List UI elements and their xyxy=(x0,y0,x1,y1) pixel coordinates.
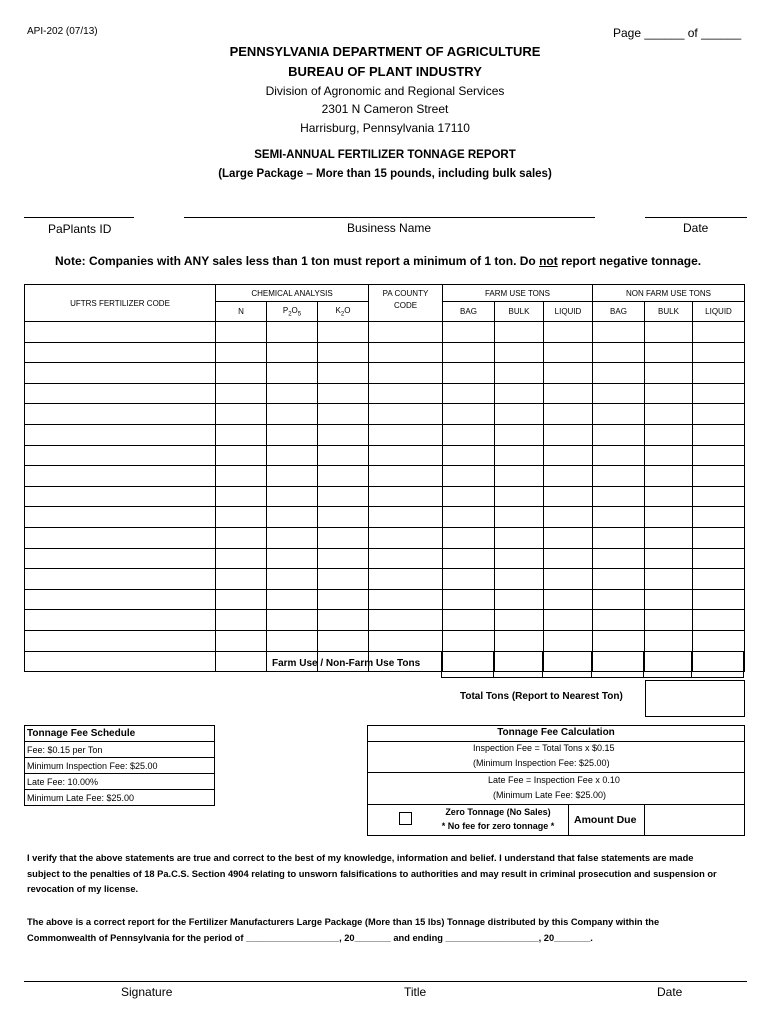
table-cell[interactable] xyxy=(216,404,267,425)
table-cell[interactable] xyxy=(495,383,544,404)
table-cell[interactable] xyxy=(443,589,495,610)
col-header-farm-liquid: LIQUID xyxy=(544,302,593,322)
table-cell[interactable] xyxy=(369,527,443,548)
table-cell[interactable] xyxy=(25,486,216,507)
signature-label: Signature xyxy=(121,985,173,999)
table-cell[interactable] xyxy=(593,486,645,507)
division-name: Division of Agronomic and Regional Services xyxy=(265,84,505,98)
table-row xyxy=(25,630,745,651)
total-tons-box[interactable] xyxy=(645,680,745,717)
table-cell[interactable] xyxy=(495,342,544,363)
table-cell[interactable] xyxy=(593,363,645,384)
table-cell[interactable] xyxy=(216,445,267,466)
table-cell[interactable] xyxy=(693,445,745,466)
table-row xyxy=(25,466,745,487)
table-row xyxy=(25,486,745,507)
table-cell[interactable] xyxy=(645,486,693,507)
col-header-n: N xyxy=(216,302,267,322)
table-cell[interactable] xyxy=(216,507,267,528)
k2o-sub: 2 xyxy=(340,311,345,318)
table-cell[interactable] xyxy=(593,569,645,590)
signature-line[interactable] xyxy=(24,981,747,982)
p2o5-sub1: 2 xyxy=(288,311,292,318)
table-cell[interactable] xyxy=(645,466,693,487)
table-cell[interactable] xyxy=(443,322,495,343)
table-cell[interactable] xyxy=(267,630,318,651)
table-cell[interactable] xyxy=(495,486,544,507)
business-name-label: Business Name xyxy=(347,221,432,235)
table-cell[interactable] xyxy=(216,486,267,507)
table-cell[interactable] xyxy=(495,507,544,528)
street-address: 2301 N Cameron Street xyxy=(321,102,449,116)
table-cell[interactable] xyxy=(693,466,745,487)
page-number-field[interactable]: Page ______ of ______ xyxy=(613,26,742,40)
table-cell[interactable] xyxy=(495,363,544,384)
table-cell[interactable] xyxy=(593,342,645,363)
table-cell[interactable] xyxy=(267,610,318,631)
table-cell[interactable] xyxy=(267,507,318,528)
certification-statement: I verify that the above statements are true and correct to the best of my knowledge, information and belief. I understand that false statements are made subject to the penalties of 18 Pa.C.S. Section 4904 relating to unsworn falsifications to authorities and may result in criminal prosecution and suspension or revocation of my license. xyxy=(27,853,717,894)
table-cell[interactable] xyxy=(318,589,369,610)
fee-schedule-table xyxy=(24,725,215,806)
table-cell[interactable] xyxy=(495,322,544,343)
table-cell[interactable] xyxy=(593,527,645,548)
table-cell[interactable] xyxy=(369,322,443,343)
total-nonfarm-bulk-cell[interactable] xyxy=(644,652,692,678)
table-cell[interactable] xyxy=(544,445,593,466)
table-cell[interactable] xyxy=(216,527,267,548)
business-name-field[interactable] xyxy=(184,217,595,218)
table-cell[interactable] xyxy=(318,569,369,590)
total-farm-liquid-cell[interactable] xyxy=(543,652,592,678)
table-cell[interactable] xyxy=(645,507,693,528)
table-cell[interactable] xyxy=(216,466,267,487)
table-cell[interactable] xyxy=(593,610,645,631)
table-cell[interactable] xyxy=(369,363,443,384)
table-cell[interactable] xyxy=(544,610,593,631)
col-header-fertilizer-code: UFTRS FERTILIZER CODE xyxy=(25,285,216,322)
report-title: SEMI-ANNUAL FERTILIZER TONNAGE REPORT xyxy=(254,149,516,161)
table-cell[interactable] xyxy=(318,466,369,487)
table-cell[interactable] xyxy=(369,569,443,590)
table-cell[interactable] xyxy=(544,527,593,548)
table-cell[interactable] xyxy=(25,363,216,384)
table-cell[interactable] xyxy=(593,445,645,466)
table-cell[interactable] xyxy=(216,322,267,343)
table-cell[interactable] xyxy=(593,424,645,445)
table-cell[interactable] xyxy=(443,507,495,528)
table-cell[interactable] xyxy=(593,589,645,610)
table-cell[interactable] xyxy=(693,548,745,569)
table-cell[interactable] xyxy=(693,507,745,528)
total-farm-bag-cell[interactable] xyxy=(442,652,494,678)
table-cell[interactable] xyxy=(593,507,645,528)
table-cell[interactable] xyxy=(693,610,745,631)
table-cell[interactable] xyxy=(645,589,693,610)
table-cell[interactable] xyxy=(369,404,443,425)
table-row xyxy=(25,445,745,466)
table-cell[interactable] xyxy=(267,589,318,610)
table-cell[interactable] xyxy=(369,630,443,651)
note-after: report negative tonnage. xyxy=(557,254,702,268)
table-row xyxy=(25,548,745,569)
fee-schedule-row: Fee: $0.15 per Ton xyxy=(25,742,215,758)
table-cell[interactable] xyxy=(318,363,369,384)
paplants-id-label: PaPlants ID xyxy=(48,222,112,236)
table-cell[interactable] xyxy=(318,322,369,343)
col-header-farm-bulk: BULK xyxy=(495,302,544,322)
col-header-county-code xyxy=(369,285,443,322)
table-row xyxy=(25,424,745,445)
fee-calc-divider xyxy=(368,804,744,805)
table-cell[interactable] xyxy=(593,630,645,651)
amount-due-divider xyxy=(568,804,569,835)
table-cell[interactable] xyxy=(495,424,544,445)
table-cell[interactable] xyxy=(318,630,369,651)
p2o5-p: P xyxy=(282,305,289,315)
table-cell[interactable] xyxy=(544,383,593,404)
fee-schedule-row: Minimum Inspection Fee: $25.00 xyxy=(25,758,215,774)
table-cell[interactable] xyxy=(25,466,216,487)
title-label: Title xyxy=(404,985,427,999)
fee-calc-divider xyxy=(368,772,744,773)
table-cell[interactable] xyxy=(25,342,216,363)
table-cell[interactable] xyxy=(369,610,443,631)
city-address: Harrisburg, Pennsylvania 17110 xyxy=(300,121,470,135)
table-cell[interactable] xyxy=(216,548,267,569)
table-cell[interactable] xyxy=(318,507,369,528)
table-cell[interactable] xyxy=(593,404,645,425)
department-title: PENNSYLVANIA DEPARTMENT OF AGRICULTURE xyxy=(229,44,541,59)
table-cell[interactable] xyxy=(318,527,369,548)
table-cell[interactable] xyxy=(216,569,267,590)
table-cell[interactable] xyxy=(443,445,495,466)
data-rows xyxy=(25,322,745,672)
total-tons-label: Total Tons (Report to Nearest Ton) xyxy=(460,691,623,702)
table-row xyxy=(25,404,745,425)
table-cell[interactable] xyxy=(544,569,593,590)
table-cell[interactable] xyxy=(645,322,693,343)
table-cell[interactable] xyxy=(25,569,216,590)
table-cell[interactable] xyxy=(267,424,318,445)
k2o-o: O xyxy=(344,305,351,315)
table-cell[interactable] xyxy=(25,589,216,610)
table-cell[interactable] xyxy=(267,363,318,384)
table-row xyxy=(25,342,745,363)
table-cell[interactable] xyxy=(693,404,745,425)
table-cell[interactable] xyxy=(216,610,267,631)
table-row xyxy=(25,363,745,384)
table-cell[interactable] xyxy=(443,548,495,569)
inspection-fee-line2: (Minimum Inspection Fee: $25.00) xyxy=(473,758,610,768)
table-cell[interactable] xyxy=(369,486,443,507)
zero-tonnage-line2: * No fee for zero tonnage * xyxy=(441,821,555,831)
table-cell[interactable] xyxy=(443,383,495,404)
col-header-nonfarm-use: NON FARM USE TONS xyxy=(593,285,745,302)
table-cell[interactable] xyxy=(25,424,216,445)
table-cell[interactable] xyxy=(593,548,645,569)
table-cell[interactable] xyxy=(216,363,267,384)
table-cell[interactable] xyxy=(593,466,645,487)
table-cell[interactable] xyxy=(693,424,745,445)
table-cell[interactable] xyxy=(267,548,318,569)
table-cell[interactable] xyxy=(443,486,495,507)
total-nonfarm-bag-cell[interactable] xyxy=(592,652,644,678)
col-header-farm-use: FARM USE TONS xyxy=(443,285,593,302)
table-cell[interactable] xyxy=(25,445,216,466)
table-cell[interactable] xyxy=(544,548,593,569)
table-cell[interactable] xyxy=(443,610,495,631)
table-cell[interactable] xyxy=(25,383,216,404)
note-before: Note: Companies with ANY sales less than 1 ton must report a minimum of 1 ton. Do xyxy=(55,254,540,268)
table-cell[interactable] xyxy=(544,342,593,363)
table-cell[interactable] xyxy=(318,445,369,466)
table-cell[interactable] xyxy=(216,589,267,610)
total-nonfarm-liquid-cell[interactable] xyxy=(692,652,744,678)
late-fee-line1: Late Fee = Inspection Fee x 0.10 xyxy=(488,775,620,785)
amount-due-box[interactable] xyxy=(644,804,645,835)
late-fee-line2: (Minimum Late Fee: $25.00) xyxy=(493,790,607,800)
table-cell[interactable] xyxy=(645,424,693,445)
table-cell[interactable] xyxy=(369,507,443,528)
table-row xyxy=(25,322,745,343)
table-cell[interactable] xyxy=(645,363,693,384)
table-cell[interactable] xyxy=(369,548,443,569)
fee-calc-title: Tonnage Fee Calculation xyxy=(497,727,615,738)
table-cell[interactable] xyxy=(25,548,216,569)
total-farm-bulk-cell[interactable] xyxy=(494,652,543,678)
table-cell[interactable] xyxy=(25,610,216,631)
signature-date-label: Date xyxy=(657,985,683,999)
table-cell[interactable] xyxy=(216,630,267,651)
table-cell[interactable] xyxy=(544,589,593,610)
fee-calculation-box xyxy=(367,725,745,836)
table-cell[interactable] xyxy=(544,424,593,445)
table-cell[interactable] xyxy=(544,404,593,425)
table-cell[interactable] xyxy=(645,548,693,569)
table-cell[interactable] xyxy=(645,445,693,466)
table-cell[interactable] xyxy=(369,466,443,487)
table-cell[interactable] xyxy=(693,383,745,404)
table-cell[interactable] xyxy=(495,589,544,610)
table-cell[interactable] xyxy=(495,610,544,631)
table-cell[interactable] xyxy=(369,445,443,466)
col-header-chemical-analysis: CHEMICAL ANALYSIS xyxy=(216,285,369,302)
table-cell[interactable] xyxy=(693,630,745,651)
date-field[interactable] xyxy=(645,217,747,218)
table-cell[interactable] xyxy=(593,322,645,343)
county-line2: CODE xyxy=(393,301,418,310)
col-header-farm-bag: BAG xyxy=(443,302,495,322)
table-cell[interactable] xyxy=(443,527,495,548)
table-cell[interactable] xyxy=(25,527,216,548)
county-line1: PA COUNTY xyxy=(382,289,429,298)
table-cell[interactable] xyxy=(495,404,544,425)
farm-total-label: Farm Use / Non-Farm Use Tons xyxy=(272,658,421,669)
table-cell[interactable] xyxy=(443,630,495,651)
note-text xyxy=(55,254,701,268)
table-cell[interactable] xyxy=(267,404,318,425)
zero-tonnage-checkbox[interactable] xyxy=(399,812,412,825)
table-row xyxy=(25,589,745,610)
report-subtitle: (Large Package – More than 15 pounds, including bulk sales) xyxy=(218,168,552,180)
table-row xyxy=(25,527,745,548)
table-cell[interactable] xyxy=(693,342,745,363)
table-row xyxy=(25,383,745,404)
table-cell[interactable] xyxy=(693,486,745,507)
table-cell[interactable] xyxy=(443,404,495,425)
table-cell[interactable] xyxy=(369,424,443,445)
fee-schedule-title: Tonnage Fee Schedule xyxy=(25,726,215,742)
table-cell[interactable] xyxy=(693,589,745,610)
table-cell[interactable] xyxy=(693,322,745,343)
k2o-k: K xyxy=(335,305,341,315)
table-cell[interactable] xyxy=(25,630,216,651)
inspection-fee-line1: Inspection Fee = Total Tons x $0.15 xyxy=(473,743,615,753)
table-cell[interactable] xyxy=(443,424,495,445)
table-cell[interactable] xyxy=(645,630,693,651)
table-cell[interactable] xyxy=(645,342,693,363)
farm-totals-row xyxy=(441,651,744,678)
table-cell[interactable] xyxy=(267,342,318,363)
table-cell[interactable] xyxy=(645,383,693,404)
table-cell[interactable] xyxy=(25,507,216,528)
table-cell[interactable] xyxy=(25,404,216,425)
table-cell[interactable] xyxy=(318,486,369,507)
table-cell[interactable] xyxy=(267,486,318,507)
table-cell[interactable] xyxy=(593,383,645,404)
fee-schedule-row: Minimum Late Fee: $25.00 xyxy=(25,790,215,806)
table-cell[interactable] xyxy=(443,342,495,363)
table-cell[interactable] xyxy=(544,507,593,528)
table-cell[interactable] xyxy=(645,404,693,425)
paplants-id-field[interactable] xyxy=(24,217,134,218)
table-cell[interactable] xyxy=(544,630,593,651)
table-cell[interactable] xyxy=(216,424,267,445)
table-row xyxy=(25,610,745,631)
bureau-title: BUREAU OF PLANT INDUSTRY xyxy=(288,64,482,79)
table-cell[interactable] xyxy=(318,548,369,569)
table-cell[interactable] xyxy=(25,322,216,343)
table-cell[interactable] xyxy=(318,610,369,631)
table-cell[interactable] xyxy=(693,569,745,590)
table-cell[interactable] xyxy=(369,383,443,404)
table-cell[interactable] xyxy=(318,424,369,445)
table-cell[interactable] xyxy=(495,466,544,487)
col-header-p2o5 xyxy=(267,302,318,322)
zero-tonnage-line1: Zero Tonnage (No Sales) xyxy=(445,807,551,817)
col-header-nonfarm-liquid: LIQUID xyxy=(693,302,745,322)
table-cell[interactable] xyxy=(495,630,544,651)
form-id: API-202 (07/13) xyxy=(27,26,98,37)
table-cell[interactable] xyxy=(267,466,318,487)
table-cell[interactable] xyxy=(495,445,544,466)
fee-schedule-row: Late Fee: 10.00% xyxy=(25,774,215,790)
table-cell[interactable] xyxy=(495,569,544,590)
table-cell[interactable] xyxy=(443,569,495,590)
table-cell[interactable] xyxy=(693,363,745,384)
amount-due-label: Amount Due xyxy=(574,814,637,826)
table-cell[interactable] xyxy=(216,342,267,363)
table-cell[interactable] xyxy=(216,383,267,404)
table-cell[interactable] xyxy=(693,527,745,548)
table-cell[interactable] xyxy=(25,651,216,672)
table-cell[interactable] xyxy=(267,445,318,466)
fee-calc-divider xyxy=(368,741,744,742)
table-cell[interactable] xyxy=(318,342,369,363)
table-cell[interactable] xyxy=(369,342,443,363)
table-cell[interactable] xyxy=(443,363,495,384)
table-cell[interactable] xyxy=(645,569,693,590)
table-cell[interactable] xyxy=(544,466,593,487)
p2o5-o: O xyxy=(291,305,298,315)
col-header-k2o xyxy=(318,302,369,322)
table-cell[interactable] xyxy=(318,404,369,425)
table-cell[interactable] xyxy=(318,383,369,404)
table-cell[interactable] xyxy=(216,651,267,672)
table-cell[interactable] xyxy=(369,589,443,610)
p2o5-sub2: 5 xyxy=(297,311,302,318)
table-cell[interactable] xyxy=(267,322,318,343)
table-cell[interactable] xyxy=(267,527,318,548)
table-cell[interactable] xyxy=(645,610,693,631)
table-cell[interactable] xyxy=(544,322,593,343)
col-header-nonfarm-bag: BAG xyxy=(593,302,645,322)
table-cell[interactable] xyxy=(267,383,318,404)
period-statement: The above is a correct report for the Fertilizer Manufacturers Large Package (More than 15 lbs) Tonnage distributed by this Company within the Commonwealth of Pennsylvania for the period of __________________, 20_______ and ending __________________, 20_______. xyxy=(27,917,660,943)
table-row xyxy=(25,507,745,528)
table-cell[interactable] xyxy=(443,466,495,487)
table-row xyxy=(25,569,745,590)
col-header-nonfarm-bulk: BULK xyxy=(645,302,693,322)
note-emphasis: not xyxy=(539,254,558,268)
table-cell[interactable] xyxy=(645,527,693,548)
table-cell[interactable] xyxy=(267,569,318,590)
date-label: Date xyxy=(683,221,709,235)
table-cell[interactable] xyxy=(544,486,593,507)
table-cell[interactable] xyxy=(495,527,544,548)
table-cell[interactable] xyxy=(495,548,544,569)
tonnage-table xyxy=(24,284,745,672)
table-cell[interactable] xyxy=(544,363,593,384)
